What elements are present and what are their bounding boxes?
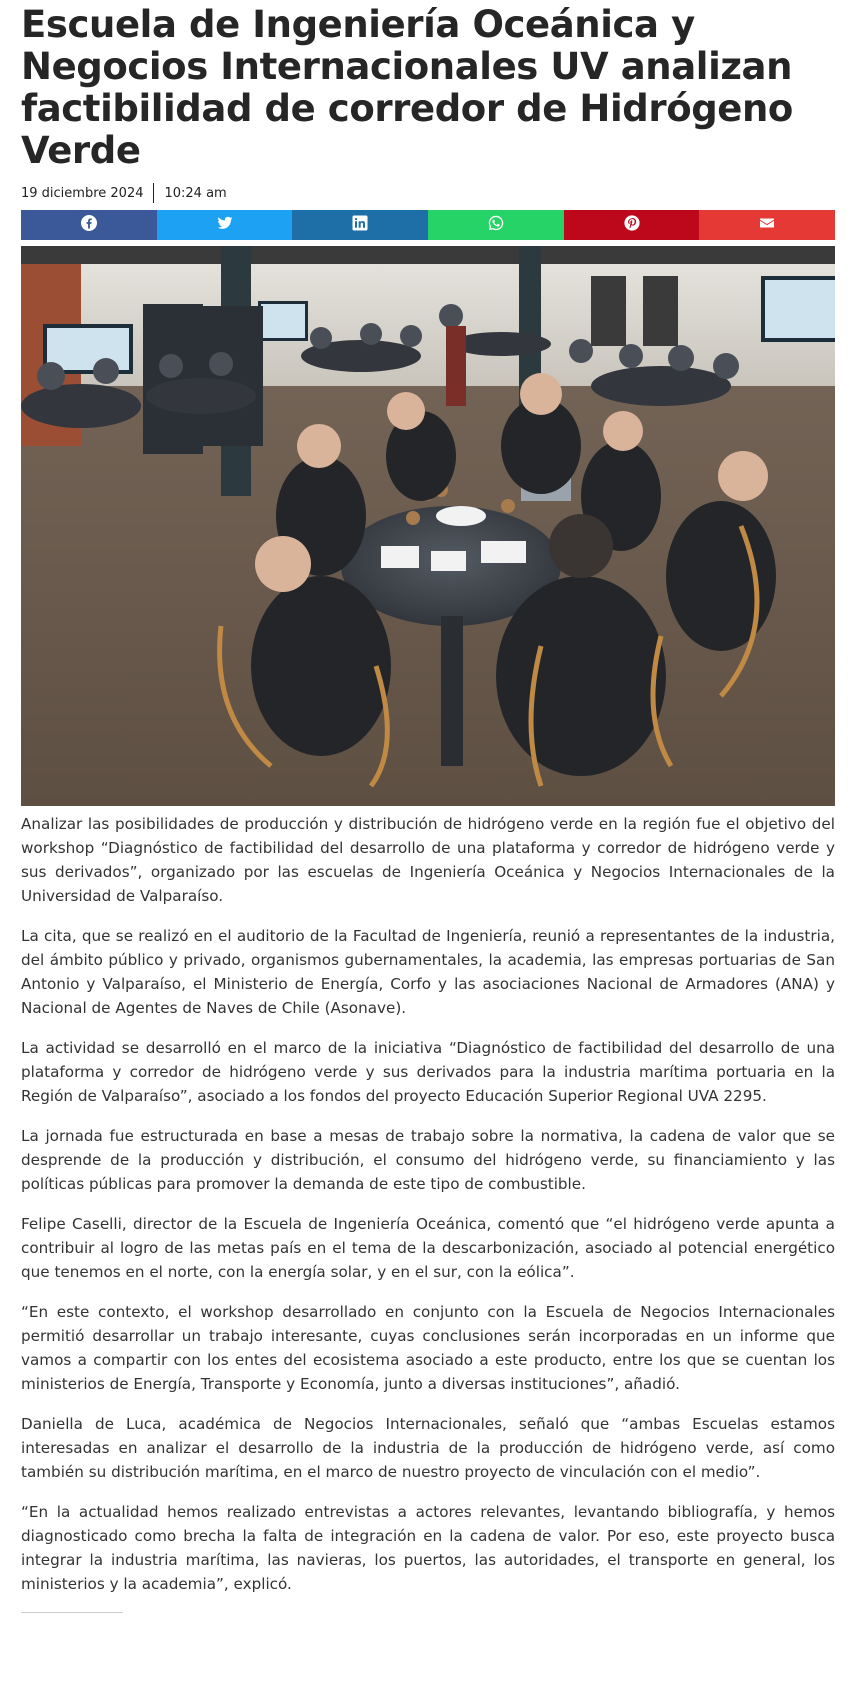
share-bar <box>21 210 835 240</box>
share-whatsapp-button[interactable] <box>428 210 564 240</box>
paragraph: La cita, que se realizó en el auditorio de la Facultad de Ingeniería, reunió a representantes de la industria, del ámbito público y privado, organismos gubernamentales, la academia, las empresas portuarias de San Antonio y Valparaíso, el Ministerio de Energía, Corfo y las asociaciones Nacional de Armadores (ANA) y Nacional de Agentes de Naves de Chile (Asonave). <box>21 927 835 1017</box>
share-email-button[interactable] <box>699 210 835 240</box>
paragraph: La actividad se desarrolló en el marco de la iniciativa “Diagnóstico de factibilidad del desarrollo de una plataforma y corredor de hidrógeno verde y sus derivados para la industria marítima portuaria en la Región de Valparaíso”, asociado a los fondos del proyecto Educación Superior Regional UVA 2295. <box>21 1039 835 1105</box>
publish-date: 19 diciembre 2024 <box>21 185 144 201</box>
paragraph: La jornada fue estructurada en base a mesas de trabajo sobre la normativa, la cadena de valor que se desprende de la producción y distribución, el consumo del hidrógeno verde, su financiamiento y las políticas públicas para promover la demanda de este tipo de combustible. <box>21 1127 835 1193</box>
article-photo <box>21 246 835 806</box>
envelope-icon <box>759 215 775 236</box>
paragraph: Daniella de Luca, académica de Negocios Internacionales, señaló que “ambas Escuelas estamos interesadas en analizar el desarrollo de la industria de la producción de hidrógeno verde, así como también su distribución marítima, en el marco de nuestro proyecto de vinculación con el medio”. <box>21 1415 835 1481</box>
publish-time: 10:24 am <box>164 185 227 201</box>
article-meta <box>21 182 835 204</box>
paragraph: Felipe Caselli, director de la Escuela de Ingeniería Oceánica, comentó que “el hidrógeno verde apunta a contribuir al logro de las metas país en el tema de la descarbonización, asociado al potencial energético que tenemos en el norte, con la energía solar, y en el sur, con la eólica”. <box>21 1215 835 1281</box>
share-twitter-button[interactable] <box>157 210 293 240</box>
share-linkedin-button[interactable] <box>292 210 428 240</box>
article <box>21 0 835 1613</box>
paragraph: Analizar las posibilidades de producción y distribución de hidrógeno verde en la región fue el objetivo del workshop “Diagnóstico de factibilidad del desarrollo de una plataforma y corredor de hidrógeno verde y sus derivados”, organizado por las escuelas de Ingeniería Oceánica y Negocios Internacionales de la Universidad de Valparaíso. <box>21 815 835 905</box>
share-facebook-button[interactable] <box>21 210 157 240</box>
meta-separator <box>153 183 154 203</box>
paragraph: “En este contexto, el workshop desarrollado en conjunto con la Escuela de Negocios Internacionales permitió desarrollar un trabajo interesante, cuyas conclusiones serán incorporadas en un informe que vamos a compartir con los entes del ecosistema asociado a este producto, entre los que se cuentan los ministerios de Energía, Transporte y Economía, junto a diversas instituciones”, añadió. <box>21 1303 835 1393</box>
workshop-photo <box>21 246 835 806</box>
article-body <box>21 812 835 1596</box>
article-title: Escuela de Ingeniería Oceánica y Negocios Internacionales UV analizan factibilidad de corredor de Hidrógeno Verde <box>21 3 793 172</box>
pinterest-icon <box>624 215 640 236</box>
linkedin-icon <box>352 215 368 236</box>
whatsapp-icon <box>488 215 504 236</box>
paragraph: “En la actualidad hemos realizado entrevistas a actores relevantes, levantando bibliografía, y hemos diagnosticado como brecha la falta de integración en la cadena de valor. Por eso, este proyecto busca integrar la industria marítima, las navieras, los puertos, las autoridades, el transporte en general, los ministerios y la academia”, explicó. <box>21 1503 835 1593</box>
facebook-icon <box>81 215 97 236</box>
share-pinterest-button[interactable] <box>564 210 700 240</box>
twitter-icon <box>217 215 233 236</box>
divider <box>21 1612 123 1613</box>
